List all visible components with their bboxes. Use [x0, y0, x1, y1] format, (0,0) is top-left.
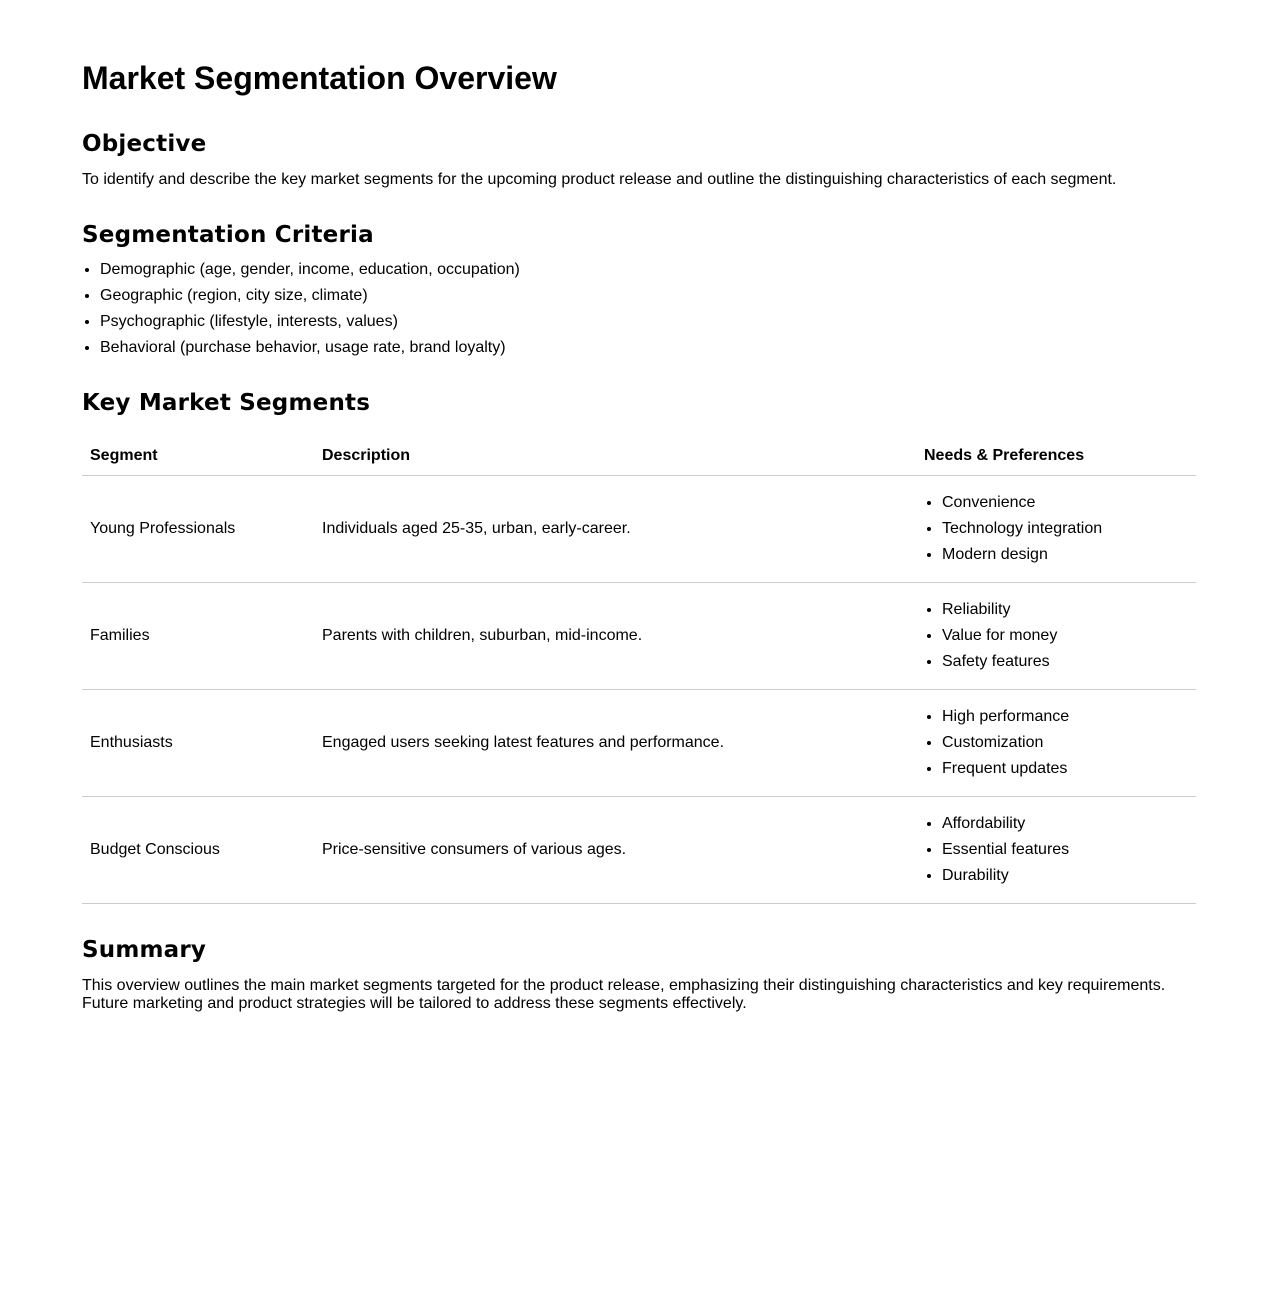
- needs-list: [924, 597, 1188, 675]
- segment-cell: Enthusiasts: [82, 690, 314, 797]
- criteria-item: • Psychographic (lifestyle, interests, values): [100, 309, 1196, 335]
- criteria-list: [82, 257, 1196, 361]
- description-cell: Individuals aged 25-35, urban, early-career.: [314, 476, 916, 583]
- needs-list: [924, 704, 1188, 782]
- needs-item: • Frequent updates: [942, 756, 1188, 782]
- needs-item: • Affordability: [942, 811, 1188, 837]
- needs-cell: [916, 797, 1196, 904]
- page-title: Market Segmentation Overview: [82, 60, 557, 96]
- needs-item: • Customization: [942, 730, 1188, 756]
- column-header-segment: Segment: [82, 438, 314, 476]
- segments-heading: Key Market Segments: [82, 390, 371, 416]
- criteria-item: • Demographic (age, gender, income, education, occupation): [100, 257, 1196, 283]
- segment-cell: Families: [82, 583, 314, 690]
- needs-list: [924, 490, 1188, 568]
- criteria-item: • Geographic (region, city size, climate): [100, 283, 1196, 309]
- needs-item: • Convenience: [942, 490, 1188, 516]
- needs-cell: [916, 583, 1196, 690]
- objective-heading: Objective: [82, 131, 207, 157]
- objective-text: To identify and describe the key market segments for the upcoming product release and outline the distinguishing characteristics of each segment.: [82, 171, 1117, 188]
- column-header-description: Description: [314, 438, 916, 476]
- needs-item: • Essential features: [942, 837, 1188, 863]
- column-header-needs: Needs & Preferences: [916, 438, 1196, 476]
- table-header-row: [82, 438, 1196, 476]
- needs-list: [924, 811, 1188, 889]
- summary-text-line-2: Future marketing and product strategies will be tailored to address these segments effectively.: [82, 995, 747, 1012]
- segment-cell: Young Professionals: [82, 476, 314, 583]
- segment-cell: Budget Conscious: [82, 797, 314, 904]
- summary-text-line-1: This overview outlines the main market segments targeted for the product release, emphasizing their distinguishing characteristics and key requirements.: [82, 977, 1166, 994]
- criteria-heading: Segmentation Criteria: [82, 222, 374, 248]
- table-row: [82, 690, 1196, 797]
- description-cell: Price-sensitive consumers of various ages.: [314, 797, 916, 904]
- needs-cell: [916, 476, 1196, 583]
- needs-item: • Reliability: [942, 597, 1188, 623]
- summary-heading: Summary: [82, 937, 207, 963]
- needs-item: • Modern design: [942, 542, 1188, 568]
- needs-cell: [916, 690, 1196, 797]
- description-cell: Parents with children, suburban, mid-income.: [314, 583, 916, 690]
- table-row: [82, 797, 1196, 904]
- needs-item: • Value for money: [942, 623, 1188, 649]
- needs-item: • Durability: [942, 863, 1188, 889]
- needs-item: • High performance: [942, 704, 1188, 730]
- description-cell: Engaged users seeking latest features and performance.: [314, 690, 916, 797]
- needs-item: • Technology integration: [942, 516, 1188, 542]
- table-row: [82, 476, 1196, 583]
- needs-item: • Safety features: [942, 649, 1188, 675]
- segments-table: [82, 438, 1196, 904]
- table-row: [82, 583, 1196, 690]
- criteria-item: • Behavioral (purchase behavior, usage rate, brand loyalty): [100, 335, 1196, 361]
